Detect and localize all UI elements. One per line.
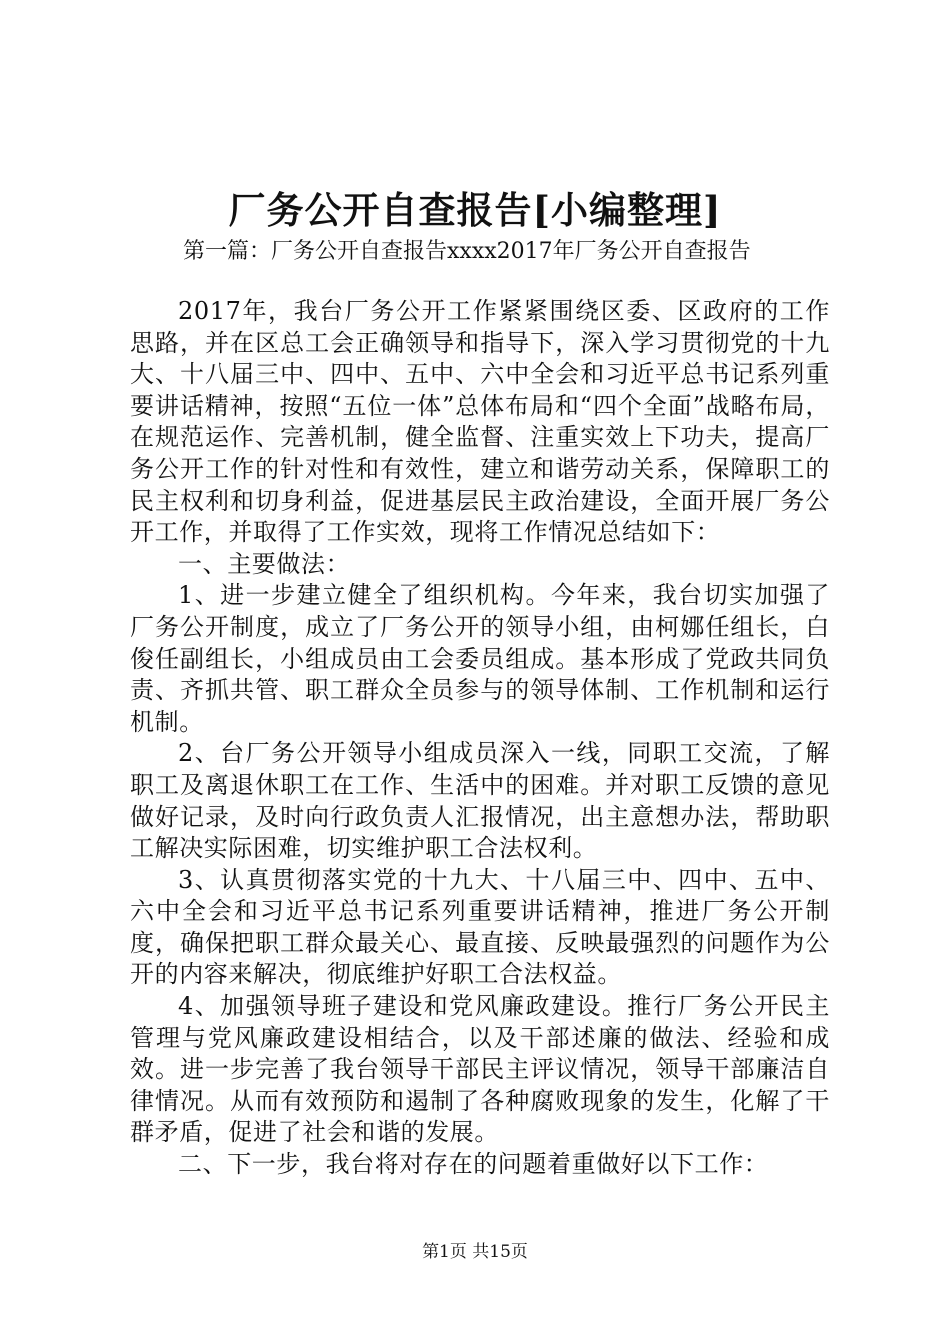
page-number: 第1页	[422, 1242, 467, 1262]
paragraph-item-2: 2、台厂务公开领导小组成员深入一线，同职工交流，了解职工及离退休职工在工作、生活中的困难。并对职工反馈的意见做好记录，及时向行政负责人汇报情况，出主意想办法，帮助职工解决实际困难，切实维护职工合法权利。	[130, 739, 830, 863]
paragraph-intro: 2017年，我台厂务公开工作紧紧围绕区委、区政府的工作思路，并在区总工会正确领导和指导下，深入学习贯彻党的十九大、十八届三中、四中、五中、六中全会和习近平总书记系列重要讲话精神，按照“五位一体”总体布局和“四个全面”战略布局，在规范运作、完善机制，健全监督、注重实效上下功夫，提高厂务公开工作的针对性和有效性，建立和谐劳动关系，保障职工的民主权利和切身利益，促进基层民主政治建设，全面开展厂务公开工作，并取得了工作实效，现将工作情况总结如下：	[130, 297, 830, 547]
page-total: 共15页	[472, 1242, 528, 1262]
document-subtitle: 第一篇：厂务公开自查报告xxxx2017年厂务公开自查报告	[183, 239, 751, 264]
paragraph-item-1: 1、进一步建立健全了组织机构。今年来，我台切实加强了厂务公开制度，成立了厂务公开的领导小组，由柯娜任组长，白俊任副组长，小组成员由工会委员组成。基本形成了党政共同负责、齐抓共管、职工群众全员参与的领导体制、工作机制和运行机制。	[130, 581, 830, 736]
document-title: 厂务公开自查报告[小编整理]	[228, 188, 722, 232]
section-heading-main-practices: 一、主要做法：	[178, 549, 351, 578]
paragraph-item-4: 4、加强领导班子建设和党风廉政建设。推行厂务公开民主管理与党风廉政建设相结合，以及干部述廉的做法、经验和成效。进一步完善了我台领导干部民主评议情况，领导干部廉洁自律情况。从而有效预防和遏制了各种腐败现象的发生，化解了干群矛盾，促进了社会和谐的发展。	[130, 992, 830, 1147]
paragraph-item-3: 3、认真贯彻落实党的十九大、十八届三中、四中、五中、六中全会和习近平总书记系列重要讲话精神，推进厂务公开制度，确保把职工群众最关心、最直接、反映最强烈的问题作为公开的内容来解决，彻底维护好职工合法权益。	[130, 865, 830, 989]
document-body	[130, 296, 830, 1181]
section-heading-next-steps: 二、下一步，我台将对存在的问题着重做好以下工作：	[178, 1150, 769, 1179]
page-footer	[0, 1240, 950, 1264]
